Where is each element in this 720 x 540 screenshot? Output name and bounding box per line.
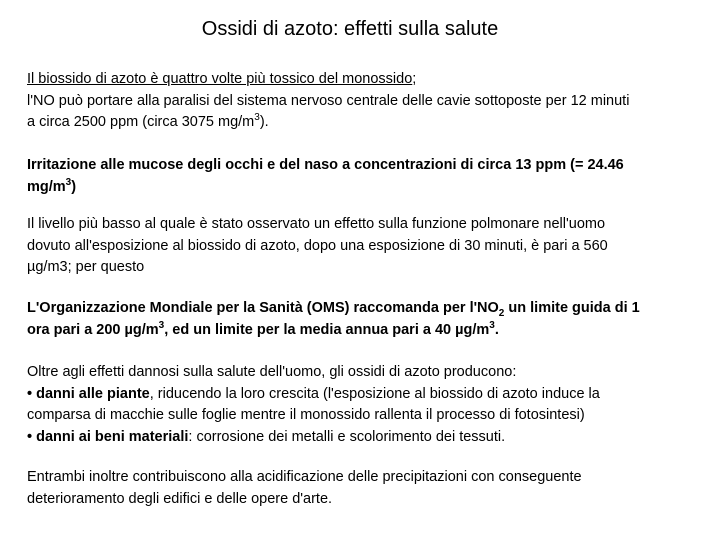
paragraph-toxicity	[27, 69, 707, 134]
who-guideline: un limite guida di 1	[504, 300, 640, 316]
toxicity-statement: Il biossido di azoto è quattro volte più tossico del monossido	[27, 71, 413, 87]
who-period: .	[494, 321, 499, 338]
no2-subscript: 2	[498, 307, 505, 319]
material-damage-text: : corrosione dei metalli e scolorimento dei tessuti.	[188, 428, 506, 445]
paragraph-irritation	[27, 155, 707, 198]
paragraph-effects-line-4	[27, 427, 707, 449]
who-annual-limit: , ed un limite per la media annua pari a 40 µg/m	[164, 321, 490, 338]
paragraph-who	[27, 298, 707, 341]
concentration-text-end: ).	[259, 114, 269, 130]
paragraph-acidification	[27, 467, 707, 510]
paragraph-lung-line-2: dovuto all'esposizione al biossido di azoto, dopo una esposizione di 30 minuti, è pari a 560	[27, 237, 608, 254]
paragraph-lung-function	[27, 214, 707, 279]
who-hourly-limit: ora pari a 200 µg/m	[27, 321, 159, 338]
plant-damage-text: , riducendo la loro crescita (l'esposizione al biossido di azoto induce la	[149, 385, 600, 402]
unit-exponent: 3	[254, 112, 260, 124]
concentration-text: a circa 2500 ppm (circa 3075 mg/m	[27, 114, 255, 130]
unit-exponent: 3	[489, 319, 495, 331]
who-recommendation: L'Organizzazione Mondiale per la Sanità (OMS) raccomanda per l'NO	[27, 300, 499, 316]
paragraph-who-line-2	[27, 320, 707, 342]
page-title: Ossidi di azoto: effetti sulla salute	[201, 18, 499, 40]
paragraph-effects-line-2	[27, 384, 707, 406]
irritation-unit: mg/m	[27, 178, 66, 195]
paragraph-irritation-line-2	[27, 177, 707, 199]
paragraph-effects-line-1: Oltre agli effetti dannosi sulla salute dell'uomo, gli ossidi di azoto producono:	[27, 364, 517, 380]
paragraph-toxicity-line-1	[27, 69, 707, 91]
paragraph-who-line-1	[27, 298, 707, 320]
toxicity-statement-tail: ;	[412, 71, 417, 87]
paragraph-other-effects	[27, 362, 707, 448]
paragraph-toxicity-line-2: l'NO può portare alla paralisi del sistema nervoso centrale delle cavie sottoposte per 12 minuti	[27, 92, 630, 109]
paragraph-acid-line-2: deterioramento degli edifici e delle opere d'arte.	[27, 490, 333, 507]
unit-exponent: 3	[65, 176, 72, 188]
paragraph-toxicity-line-3	[27, 112, 707, 134]
paragraph-acid-line-1: Entrambi inoltre contribuiscono alla acidificazione delle precipitazioni con conseguente	[27, 469, 582, 485]
irritation-unit-end: )	[71, 178, 77, 195]
bullet-plant-damage: • danni alle piante	[27, 385, 150, 402]
paragraph-effects-line-3: comparsa di macchie sulle foglie mentre il monossido rallenta il processo di fotosintesi)	[27, 407, 585, 423]
paragraph-lung-line-1: Il livello più basso al quale è stato osservato un effetto sulla funzione polmonare nell'uomo	[27, 216, 606, 232]
bullet-material-damage: • danni ai beni materiali	[27, 428, 189, 445]
paragraph-irritation-line-1: Irritazione alle mucose degli occhi e del naso a concentrazioni di circa 13 ppm (= 24.46	[27, 157, 624, 173]
unit-exponent: 3	[158, 319, 165, 331]
paragraph-lung-line-3: µg/m3; per questo	[27, 259, 145, 275]
